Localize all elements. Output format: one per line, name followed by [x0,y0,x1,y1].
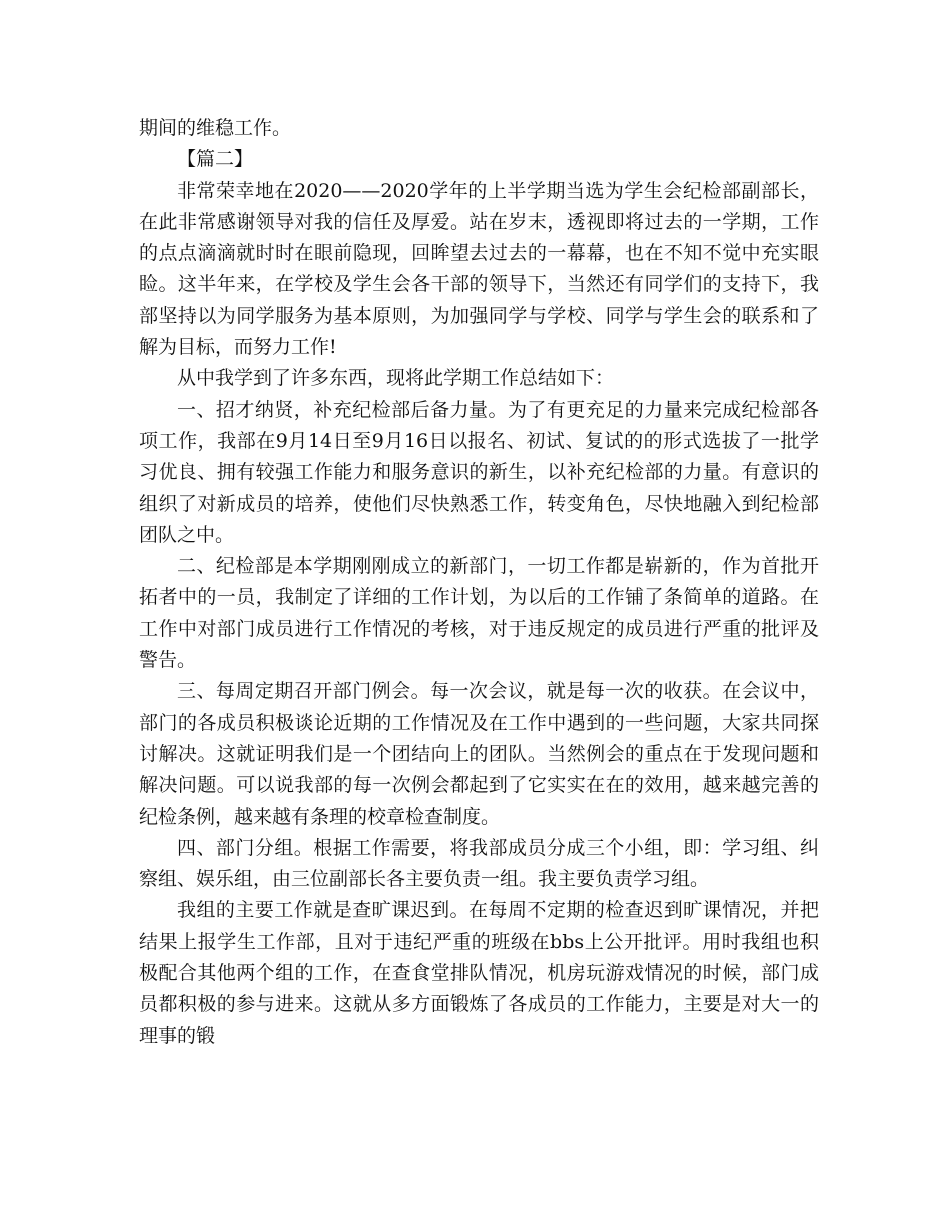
paragraph-item-2: 二、纪检部是本学期刚刚成立的新部门，一切工作都是崭新的，作为首批开拓者中的一员，我制定了详细的工作计划，为以后的工作铺了条简单的道路。在工作中对部门成员进行工作情况的考核，对于违反规定的成员进行严重的批评及警告。 [139,555,819,672]
section-heading: 【篇二】 [177,148,254,171]
paragraph-intro: 非常荣幸地在2020——2020学年的上半学期当选为学生会纪检部副部长，在此非常感谢领导对我的信任及厚爱。站在岁末，透视即将过去的一学期，工作的点点滴滴就时时在眼前隐现，回眸望去过去的一幕幕，也在不知不觉中充实眼睑。这半年来，在学校及学生会各干部的领导下，当然还有同学们的支持下，我部坚持以为同学服务为基本原则，为加强同学与学校、同学与学生会的联系和了解为目标，而努力工作! [139,179,819,359]
paragraph-item-1: 一、招才纳贤，补充纪检部后备力量。为了有更充足的力量来完成纪检部各项工作，我部在9月14日至9月16日以报名、初试、复试的的形式选拔了一批学习优良、拥有较强工作能力和服务意识的新生，以补充纪检部的力量。有意识的组织了对新成员的培养，使他们尽快熟悉工作，转变角色，尽快地融入到纪检部团队之中。 [139,398,819,546]
paragraph-item-4: 四、部门分组。根据工作需要，将我部成员分成三个小组，即：学习组、纠察组、娱乐组，由三位副部长各主要负责一组。我主要负责学习组。 [139,836,819,891]
paragraph-continuation: 期间的维稳工作。 [139,117,292,139]
paragraph-summary-lead: 从中我学到了许多东西，现将此学期工作总结如下： [177,367,615,390]
document-body [139,113,819,1052]
paragraph-study-group: 我组的主要工作就是查旷课迟到。在每周不定期的检查迟到旷课情况，并把结果上报学生工作部，且对于违纪严重的班级在bbs上公开批评。用时我组也积极配合其他两个组的工作，在查食堂排队情况，机房玩游戏情况的时候，部门成员都积极的参与进来。这就从多方面锻炼了各成员的工作能力，主要是对大一的理事的锻 [139,899,819,1047]
paragraph-item-3: 三、每周定期召开部门例会。每一次会议，就是每一次的收获。在会议中，部门的各成员积极谈论近期的工作情况及在工作中遇到的一些问题，大家共同探讨解决。这就证明我们是一个团结向上的团队。当然例会的重点在于发现问题和解决问题。可以说我部的每一次例会都起到了它实实在在的效用，越来越完善的纪检条例，越来越有条理的校章检查制度。 [139,680,819,828]
